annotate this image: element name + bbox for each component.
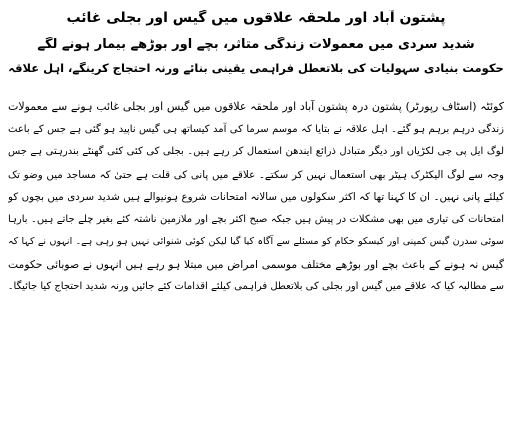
body-line: وجہ سے لوگ الیکٹرک ہیٹر بھی استعمال نہیں کر سکتے۔ علاقے میں پانی کی قلت ہے حتیٰ کہ مساجد میں وضو تک [8,168,504,181]
body-line: سوئی سدرن گیس کمپنی اور کیسکو حکام کو مسئلے سے آگاہ کیا گیا لیکن کوئی شنوائی نہیں ہو رہی ہے۔ انہوں نے کہا کہ [8,236,504,248]
body-line: امتحانات کی تیاری میں بھی مشکلات در پیش ہیں جبکہ صبح اکثر بچے اور ملازمین ناشتہ کئے بغیر چلے جاتے ہیں۔ بارہا [8,213,504,225]
body-line: سے مطالبہ کیا کہ علاقے میں گیس اور بجلی کی بلاتعطل فراہمی کیلئے اقدامات کئے جائیں ورنہ شدید احتجاج کیا جائیگا۔ [8,281,504,293]
body-line: زندگی درہم برہم ہو گئے۔ اہل علاقہ نے بتایا کہ موسم سرما کی آمد کیساتھ ہی گیس ناپید ہو گئی ہے جس کے باعث [8,123,504,135]
body-line: لوگ ایل پی جی لکڑیاں اور دیگر متبادل ذرائع ایندھن استعمال کر رہے ہیں۔ بجلی کی کئی کئی گھنٹے بندرہتی ہے جس [8,146,504,158]
body-line: کوئٹہ (اسٹاف رپورٹر) پشتون درہ پشتون آباد اور ملحقہ علاقوں میں گیس اور بجلی غائب ہونے سے معمولات [8,100,504,114]
article-body [8,96,504,299]
body-line: گیس نہ ہونے کے باعث بچے اور بوڑھے مختلف موسمی امراض میں مبتلا ہو رہے ہیں انہوں نے صوبائی حکومت [8,257,504,271]
subheadline-secondary: حکومت بنیادی سہولیات کی بلاتعطل فراہمی یقینی بنائے ورنہ احتجاج کرینگے، اہل علاقہ [8,62,504,76]
subheadline: شدید سردی میں معمولات زندگی متاثر، بچے اور بوڑھے بیمار ہونے لگے [37,36,475,52]
headline: پشتون آباد اور ملحقہ علاقوں میں گیس اور بجلی غائب [66,10,446,26]
body-line: کیلئے پانی نہیں۔ ان کا کہنا تھا کہ اکثر سکولوں میں سالانہ امتحانات شروع ہونیوالے ہیں شدید سردی میں بچوں کو [8,191,504,204]
